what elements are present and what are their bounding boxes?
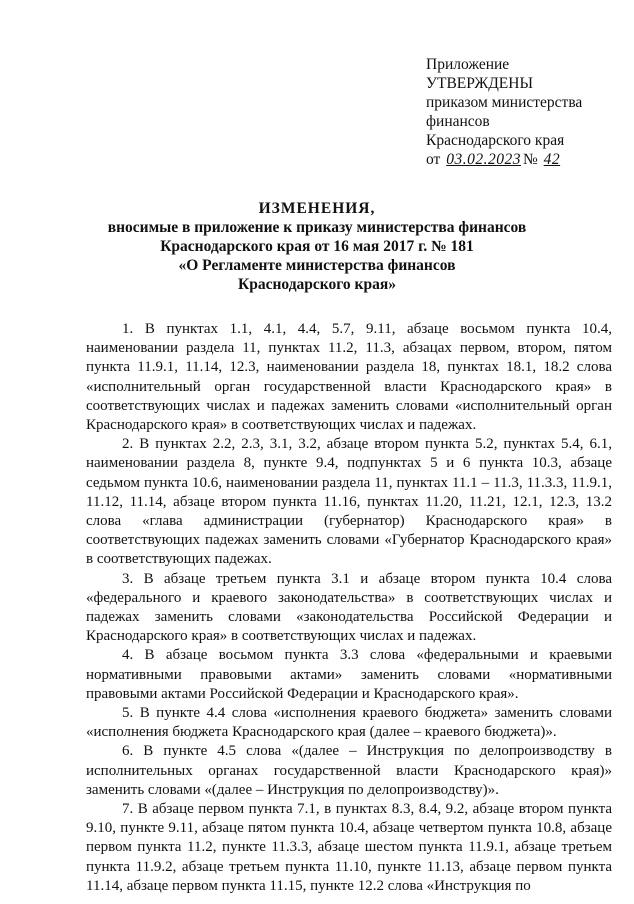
region-label: Краснодарского края	[426, 132, 565, 149]
paragraph: 1. В пунктах 1.1, 4.1, 4.4, 5.7, 9.11, абзаце восьмом пункта 10.4, наименовании раздела 11, пунктах 11.2, 11.3, абзацах первом, втором, пятом пункта 11.9.1, 11.14, 12.3, наименовании раздела 18, пунктах 18.1, 18.2 слова «исполнительный орган государственной власти Краснодарского края» в соответствующих числах и падежах заменить словами «исполнительный орган Краснодарского края» в соответствующих числах и падежах.	[86, 321, 612, 434]
paragraph: 6. В пункте 4.5 слова «(далее – Инструкция по делопроизводству в исполнительных органах государственной власти Краснодарского края)» заменить словами «(далее – Инструкция по делопроизводству)».	[86, 743, 612, 798]
handwritten-date: 03.02.2023	[446, 151, 521, 168]
document-title	[0, 199, 634, 294]
title-line-3: «О Регламенте министерства финансов	[178, 257, 456, 274]
title-line-1: вносимые в приложение к приказу министерства финансов	[107, 219, 527, 236]
document-body	[86, 320, 612, 896]
date-number-line	[426, 150, 626, 169]
title-line-2: Краснодарского края от 16 мая 2017 г. № 181	[160, 238, 474, 255]
approved-label: УТВЕРЖДЕНЫ	[426, 75, 533, 92]
paragraph: 5. В пункте 4.4 слова «исполнения краевого бюджета» заменить словами «исполнения бюджета Краснодарского края (далее – краевого бюджета)».	[86, 705, 612, 741]
order-label: приказом министерства	[426, 94, 583, 111]
ministry-label: финансов	[426, 113, 490, 130]
paragraph: 3. В абзаце третьем пункта 3.1 и абзаце втором пункта 10.4 слова «федерального и краевого законодательства» в соответствующих числах и падежах заменить словами «законодательства Российской Федерации и Краснодарского края» в соответствующих числах и падежах.	[86, 570, 612, 645]
handwritten-number: 42	[543, 151, 561, 168]
number-prefix: №	[522, 151, 538, 168]
paragraph: 7. В абзаце первом пункта 7.1, в пунктах 8.3, 8.4, 9.2, абзаце втором пункта 9.10, пункте 9.11, абзаце пятом пункта 10.4, абзаце четвертом пункта 10.8, абзаце первом пункта 11.2, пункте 11.3.3, абзаце шестом пункта 11.9.1, абзаце третьем пункта 11.9.2, абзаце третьем пункта 11.10, пункте 11.13, абзаце первом пункта 11.14, абзаце первом пункта 11.15, пункте 12.2 слова «Инструкция по	[86, 801, 612, 894]
paragraph: 4. В абзаце восьмом пункта 3.3 слова «федеральными и краевыми нормативными правовыми актами» заменить словами «нормативными правовыми актами Российской Федерации и Краснодарского края».	[86, 647, 612, 702]
title-line-4: Краснодарского края»	[237, 276, 396, 293]
approval-stamp-block	[426, 55, 626, 169]
appendix-label: Приложение	[426, 56, 510, 73]
title-heading: ИЗМЕНЕНИЯ,	[258, 200, 376, 217]
date-prefix: от	[426, 151, 441, 168]
paragraph: 2. В пунктах 2.2, 2.3, 3.1, 3.2, абзаце втором пункта 5.2, пунктах 5.4, 6.1, наименовании раздела 8, пункте 9.4, подпунктах 5 и 6 пункта 10.3, абзаце седьмом пункта 10.6, наименовании раздела 11, пунктах 11.1 – 11.3, 11.3.3, 11.9.1, 11.12, 11.14, абзаце втором пункта 11.16, пунктах 11.20, 11.21, 12.1, 12.3, 13.2 слова «глава администрации (губернатор) Краснодарского края» в соответствующих падежах заменить словами «Губернатор Краснодарского края» в соответствующих падежах.	[86, 436, 612, 568]
